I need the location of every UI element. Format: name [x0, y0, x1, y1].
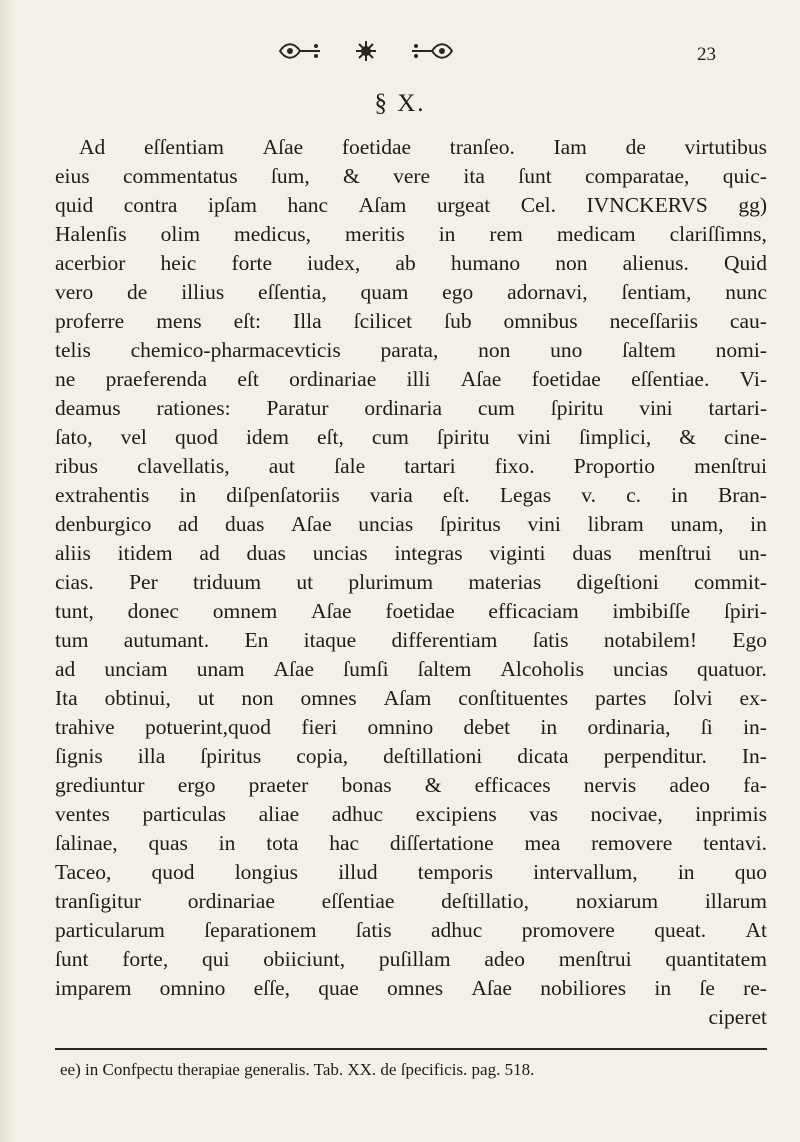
- text-line: ſato, vel quod idem eſt, cum ſpiritu vini ſimplici, & cine-: [55, 425, 767, 449]
- fleuron-left-icon: [276, 40, 324, 62]
- text-line: Ita obtinui, ut non omnes Aſam conſtituentes partes ſolvi ex-: [55, 686, 767, 710]
- header-ornaments: [276, 40, 456, 62]
- text-line: imparem omnino eſſe, quae omnes Aſae nobiliores in ſe re-: [55, 976, 767, 1000]
- text-line: deamus rationes: Paratur ordinaria cum ſpiritu vini tartari-: [55, 396, 767, 420]
- text-line: extrahentis in diſpenſatoriis varia eſt. Legas v. c. in Bran-: [55, 483, 767, 507]
- text-line: telis chemico-pharmacevticis parata, non uno ſaltem nomi-: [55, 338, 767, 362]
- page-gutter-shadow: [0, 0, 14, 1142]
- section-heading: § X.: [374, 90, 426, 117]
- text-line: cias. Per triduum ut plurimum materias digeſtioni commit-: [55, 570, 767, 594]
- text-line: ſignis illa ſpiritus copia, deſtillationi dicata perpenditur. In-: [55, 744, 767, 768]
- text-line: denburgico ad duas Aſae uncias ſpiritus vini libram unam, in: [55, 512, 767, 536]
- text-line: quid contra ipſam hanc Aſam urgeat Cel. IVNCKERVS gg): [55, 193, 767, 217]
- footnote-rule: [55, 1048, 767, 1050]
- text-line: tunt, donec omnem Aſae foetidae efficaciam imbibiſſe ſpiri-: [55, 599, 767, 623]
- text-line: grediuntur ergo praeter bonas & efficaces nervis adeo fa-: [55, 773, 767, 797]
- catchword: ciperet: [708, 1005, 767, 1029]
- fleuron-center-icon: [342, 40, 390, 62]
- text-line: particularum ſeparationem ſatis adhuc promovere queat. At: [55, 918, 767, 942]
- text-line: tranſigitur ordinariae eſſentiae deſtillatio, noxiarum illarum: [55, 889, 767, 913]
- text-line: ad unciam unam Aſae ſumſi ſaltem Alcoholis uncias quatuor.: [55, 657, 767, 681]
- text-line: ſunt forte, qui obiiciunt, puſillam adeo menſtrui quantitatem: [55, 947, 767, 971]
- page-number: 23: [697, 44, 716, 65]
- text-line: Halenſis olim medicus, meritis in rem medicam clariſſimns,: [55, 222, 767, 246]
- text-line: tum autumant. En itaque differentiam ſatis notabilem! Ego: [55, 628, 767, 652]
- text-line: vero de illius eſſentia, quam ego adornavi, ſentiam, nunc: [55, 280, 767, 304]
- text-line: ribus clavellatis, aut ſale tartari fixo. Proportio menſtrui: [55, 454, 767, 478]
- text-line: trahive potuerint,quod fieri omnino debet in ordinaria, ſi in-: [55, 715, 767, 739]
- text-line: ſalinae, quas in tota hac diſſertatione mea removere tentavi.: [55, 831, 767, 855]
- fleuron-right-icon: [408, 40, 456, 62]
- text-line: ventes particulas aliae adhuc excipiens vas nocivae, inprimis: [55, 802, 767, 826]
- body-text: [55, 133, 767, 1032]
- text-line: aliis itidem ad duas uncias integras viginti duas menſtrui un-: [55, 541, 767, 565]
- text-line: ne praeferenda eſt ordinariae illi Aſae foetidae eſſentiae. Vi-: [55, 367, 767, 391]
- text-line: proferre mens eſt: Illa ſcilicet ſub omnibus neceſſariis cau-: [55, 309, 767, 333]
- text-line: acerbior heic forte iudex, ab humano non alienus. Quid: [55, 251, 767, 275]
- text-line: eius commentatus ſum, & vere ita ſunt comparatae, quic-: [55, 164, 767, 188]
- text-line: Ad eſſentiam Aſae foetidae tranſeo. Iam de virtutibus: [79, 135, 767, 159]
- footnote: ee) in Confpectu therapiae generalis. Tab. XX. de ſpecificis. pag. 518.: [60, 1060, 535, 1079]
- text-line: Taceo, quod longius illud temporis intervallum, in quo: [55, 860, 767, 884]
